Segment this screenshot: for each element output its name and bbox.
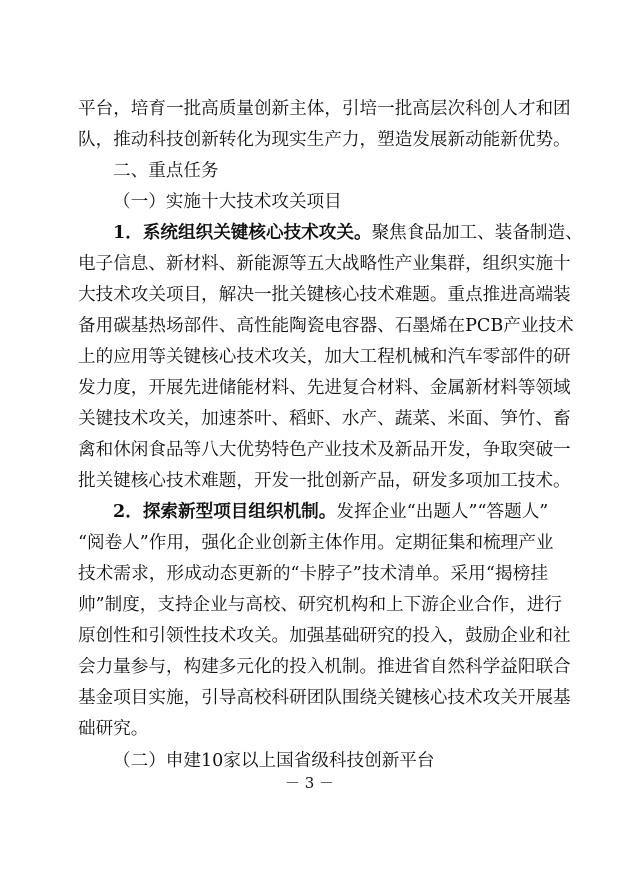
subsection-heading: （一）实施十大技术攻关项目 <box>113 192 342 212</box>
paragraph-line: 平台，培育一批高质量创新主体，引培一批高层次科创人才和团 <box>78 99 571 119</box>
item-2-lead: 2．探索新型项目组织机制。 <box>113 501 337 522</box>
paragraph-line: 禽和休闲食品等八大优势特色产业技术及新品开发，争取突破一 <box>78 440 571 460</box>
paragraph-line: 基金项目实施，引导高校科研团队围绕关键核心技术攻关开展基 <box>78 688 571 708</box>
paragraph-line: 队，推动科技创新转化为现实生产力，塑造发展新动能新优势。 <box>78 130 571 150</box>
item-2-text: 发挥企业“出题人”“答题人” <box>336 502 549 522</box>
paragraph-line: 技术需求，形成动态更新的“卡脖子”技术清单。采用“揭榜挂 <box>78 564 548 584</box>
paragraph-line: “阅卷人”作用，强化企业创新主体作用。定期征集和梳理产业 <box>78 533 554 553</box>
paragraph-line <box>113 501 548 523</box>
paragraph-line: 础研究。 <box>78 719 149 739</box>
paragraph-line: 会力量参与，构建多元化的投入机制。推进省自然科学益阳联合 <box>78 657 571 677</box>
paragraph-line: 发力度，开展先进储能材料、先进复合材料、金属新材料等领域 <box>78 378 571 398</box>
item-1-text: 聚焦食品加工、装备制造、 <box>371 223 583 243</box>
paragraph-line: 批关键核心技术难题，开发一批创新产品，研发多项加工技术。 <box>78 471 571 491</box>
paragraph-line <box>113 222 583 244</box>
page-number: － 3 － <box>284 774 335 792</box>
paragraph-line: 原创性和引领性技术攻关。加强基础研究的投入，鼓励企业和社 <box>78 626 571 646</box>
paragraph-line: 上的应用等关键核心技术攻关，加大工程机械和汽车零部件的研 <box>78 347 571 367</box>
paragraph-line: 大技术攻关项目，解决一批关键核心技术难题。重点推进高端装 <box>78 285 571 305</box>
section-heading: 二、重点任务 <box>113 161 219 181</box>
paragraph-line: 关键技术攻关，加速茶叶、稻虾、水产、蔬菜、米面、笋竹、畜 <box>78 409 571 429</box>
paragraph-line: 备用碳基热场部件、高性能陶瓷电容器、石墨烯在PCB产业技术 <box>78 316 574 336</box>
paragraph-line: 帅”制度，支持企业与高校、研究机构和上下游企业合作，进行 <box>78 595 563 615</box>
item-1-lead: 1．系统组织关键核心技术攻关。 <box>113 222 372 243</box>
paragraph-line: 电子信息、新材料、新能源等五大战略性产业集群，组织实施十 <box>78 254 571 274</box>
subsection-heading: （二）申建10家以上国省级科技创新平台 <box>113 751 435 771</box>
